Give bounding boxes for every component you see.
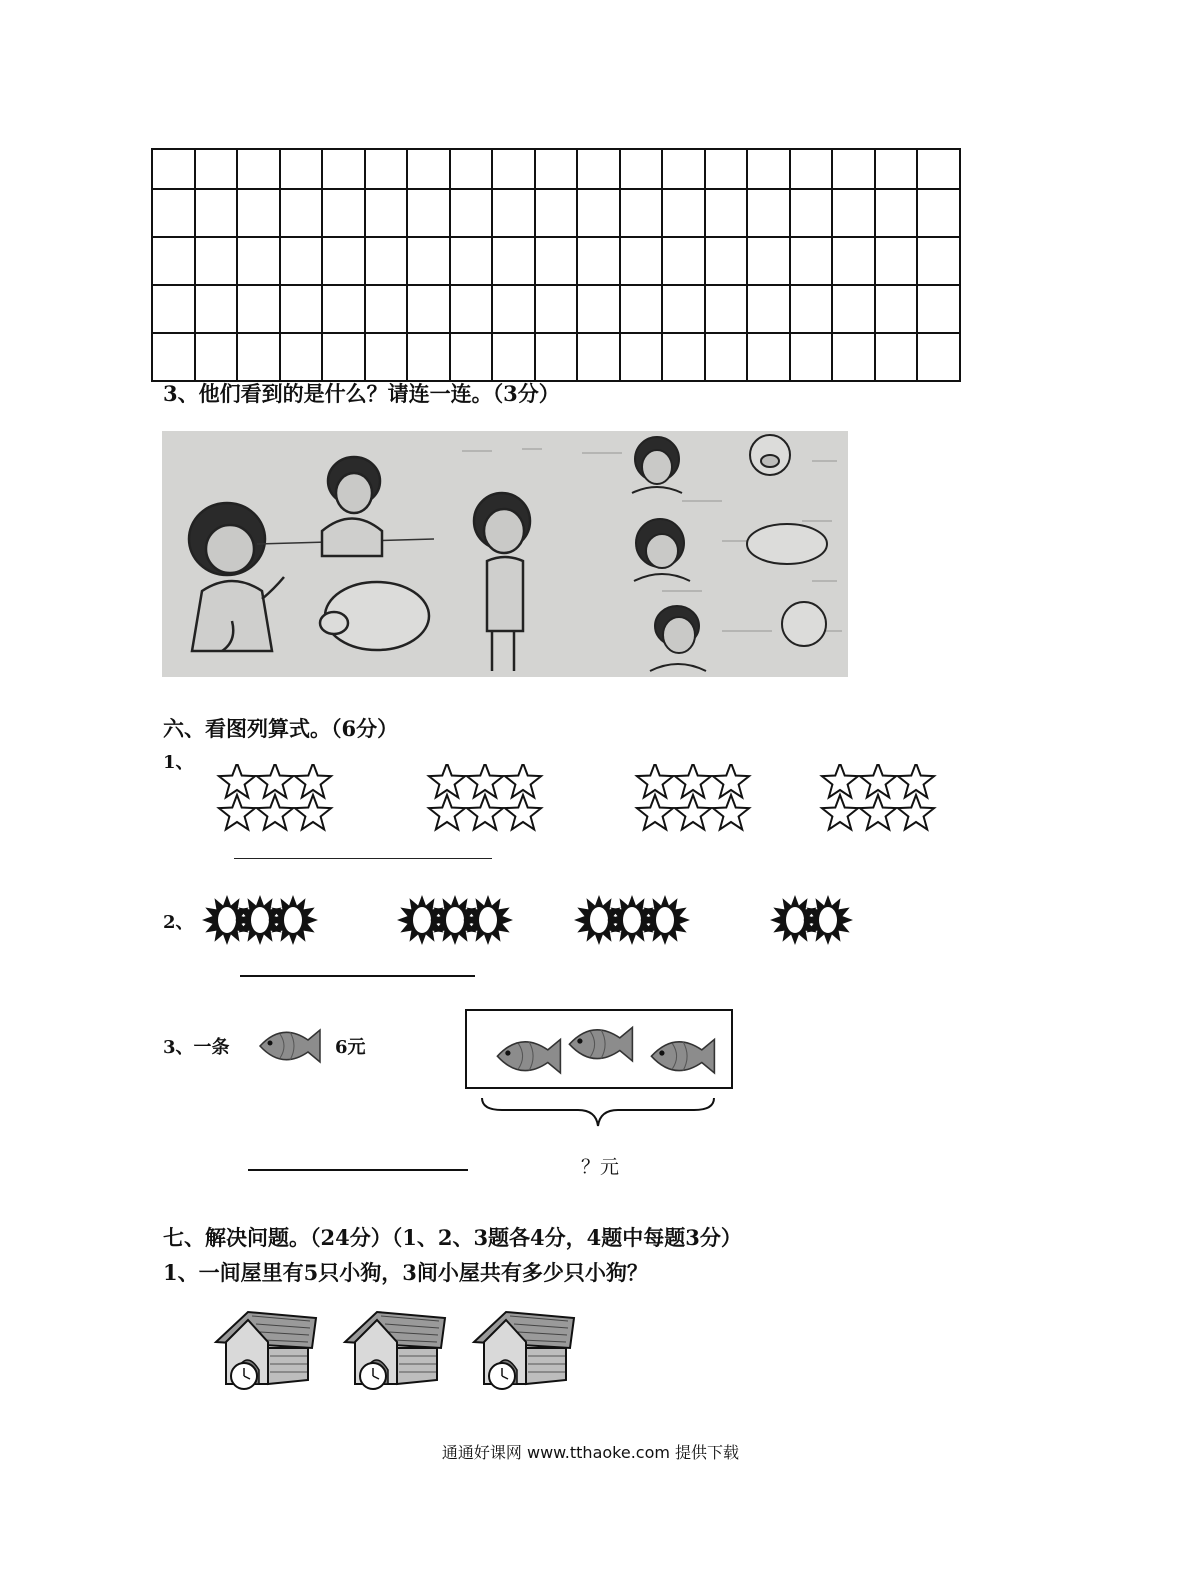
- grid-cell[interactable]: [280, 285, 323, 333]
- grid-cell[interactable]: [492, 237, 535, 285]
- grid-cell[interactable]: [535, 285, 578, 333]
- face-option-1: [632, 437, 682, 493]
- section-six-title: 六、看图列算式。（6分）: [163, 716, 399, 741]
- brace-icon: [480, 1094, 716, 1130]
- fish-price: 6元: [335, 1037, 366, 1058]
- grid-cell[interactable]: [280, 189, 323, 237]
- grid-cell[interactable]: [492, 285, 535, 333]
- grid-cell[interactable]: [535, 189, 578, 237]
- grid-cell[interactable]: [662, 237, 705, 285]
- grid-cell[interactable]: [832, 237, 875, 285]
- grid-cell[interactable]: [790, 333, 833, 381]
- grid-cell[interactable]: [620, 333, 663, 381]
- grid-cell[interactable]: [790, 189, 833, 237]
- dog-house-icon: [216, 1312, 316, 1389]
- dog-house-icon: [474, 1312, 574, 1389]
- answer-line-3[interactable]: [248, 1169, 468, 1171]
- grid-row: [152, 189, 960, 237]
- grid-cell[interactable]: [577, 285, 620, 333]
- sun-icon: [268, 895, 318, 945]
- grid-row: [152, 333, 960, 381]
- girl-figure: [189, 503, 284, 651]
- sun-icon: [463, 895, 513, 945]
- boy-seated-figure: [322, 457, 382, 556]
- pig-view-side: [747, 524, 827, 564]
- grid-cell[interactable]: [875, 149, 918, 189]
- grid-cell[interactable]: [322, 237, 365, 285]
- grid-cell[interactable]: [875, 333, 918, 381]
- grid-cell[interactable]: [747, 189, 790, 237]
- dog-house-icon: [345, 1312, 445, 1389]
- grid-cell[interactable]: [620, 189, 663, 237]
- star-icon: [675, 795, 711, 829]
- grid-cell[interactable]: [407, 237, 450, 285]
- grid-cell[interactable]: [365, 237, 408, 285]
- grid-cell[interactable]: [450, 333, 493, 381]
- fish-box: [465, 1009, 733, 1089]
- grid-cell[interactable]: [195, 237, 238, 285]
- grid-cell[interactable]: [365, 149, 408, 189]
- grid-cell[interactable]: [577, 237, 620, 285]
- grid-row: [152, 237, 960, 285]
- grid-cell[interactable]: [747, 149, 790, 189]
- grid-cell[interactable]: [322, 189, 365, 237]
- grid-row: [152, 149, 960, 189]
- grid-cell[interactable]: [322, 285, 365, 333]
- grid-cell[interactable]: [237, 149, 280, 189]
- fish-icon: [497, 1039, 560, 1073]
- grid-cell[interactable]: [662, 285, 705, 333]
- star-icon: [637, 795, 673, 829]
- star-icon: [429, 795, 465, 829]
- grid-cell[interactable]: [875, 237, 918, 285]
- pig-figure: [320, 582, 429, 650]
- grid-cell[interactable]: [450, 149, 493, 189]
- grid-row: [152, 285, 960, 333]
- grid-cell[interactable]: [535, 237, 578, 285]
- grid-cell[interactable]: [790, 149, 833, 189]
- grid-cell[interactable]: [195, 285, 238, 333]
- sun-icon: [640, 895, 690, 945]
- grid-cell[interactable]: [705, 333, 748, 381]
- grid-cell[interactable]: [322, 333, 365, 381]
- fish-icon: [252, 1022, 322, 1070]
- question-7-1-text: 1、一间屋里有5只小狗，3间小屋共有多少只小狗？: [163, 1260, 648, 1285]
- grid-cell[interactable]: [832, 285, 875, 333]
- grid-cell[interactable]: [152, 237, 195, 285]
- grid-cell[interactable]: [195, 149, 238, 189]
- grid-cell[interactable]: [535, 149, 578, 189]
- section-seven-title: 七、解决问题。（24分）（1、2、3题各4分，4题中每题3分）: [163, 1225, 742, 1250]
- grid-cell[interactable]: [875, 285, 918, 333]
- grid-cell[interactable]: [237, 333, 280, 381]
- face-option-2: [634, 519, 690, 581]
- grid-cell[interactable]: [705, 189, 748, 237]
- grid-cell[interactable]: [280, 149, 323, 189]
- writing-grid: [151, 148, 961, 382]
- grid-cell[interactable]: [662, 333, 705, 381]
- matching-illustration: [162, 431, 848, 677]
- total-price-question: ？元: [581, 1156, 620, 1178]
- grid-cell[interactable]: [620, 285, 663, 333]
- fish-icon: [651, 1039, 714, 1073]
- grid-cell[interactable]: [450, 189, 493, 237]
- grid-cell[interactable]: [152, 285, 195, 333]
- grid-cell[interactable]: [747, 333, 790, 381]
- fish-row: [467, 1011, 731, 1087]
- grid-cell[interactable]: [237, 237, 280, 285]
- grid-cell[interactable]: [577, 149, 620, 189]
- grid-cell[interactable]: [917, 333, 960, 381]
- footer-text: 通通好课网 www.tthaoke.com 提供下载: [441, 1443, 740, 1462]
- grid-cell[interactable]: [322, 149, 365, 189]
- grid-cell[interactable]: [237, 189, 280, 237]
- grid-cell[interactable]: [917, 285, 960, 333]
- grid-cell[interactable]: [577, 189, 620, 237]
- star-icon: [713, 795, 749, 829]
- star-icon: [257, 795, 293, 829]
- grid-cell[interactable]: [280, 237, 323, 285]
- question-1-number: 1、: [163, 752, 194, 773]
- grid-cell[interactable]: [705, 237, 748, 285]
- dog-houses: [212, 1308, 592, 1398]
- star-icon: [219, 795, 255, 829]
- grid-cell[interactable]: [662, 189, 705, 237]
- grid-cell[interactable]: [365, 189, 408, 237]
- grid-cell[interactable]: [365, 285, 408, 333]
- grid-cell[interactable]: [407, 149, 450, 189]
- grid-cell[interactable]: [450, 237, 493, 285]
- question-title: 3、他们看到的是什么？请连一连。（3分）: [163, 381, 560, 406]
- grid-cell[interactable]: [577, 333, 620, 381]
- question-3-number: 3、一条: [163, 1037, 230, 1058]
- boy-standing-figure: [474, 493, 530, 671]
- grid-cell[interactable]: [832, 333, 875, 381]
- answer-line-1[interactable]: [234, 858, 492, 859]
- grid-cell[interactable]: [280, 333, 323, 381]
- grid-cell[interactable]: [195, 333, 238, 381]
- grid-cell[interactable]: [917, 237, 960, 285]
- grid-cell[interactable]: [662, 149, 705, 189]
- grid-cell[interactable]: [492, 333, 535, 381]
- star-groups: [215, 764, 955, 834]
- star-icon: [505, 795, 541, 829]
- grid-cell[interactable]: [152, 149, 195, 189]
- grid-cell[interactable]: [492, 189, 535, 237]
- grid-cell[interactable]: [407, 285, 450, 333]
- grid-cell[interactable]: [450, 285, 493, 333]
- sun-icon: [803, 895, 853, 945]
- grid-cell[interactable]: [917, 149, 960, 189]
- grid-cell[interactable]: [790, 285, 833, 333]
- grid-cell[interactable]: [832, 149, 875, 189]
- grid-cell[interactable]: [195, 189, 238, 237]
- star-icon: [898, 795, 934, 829]
- grid-cell[interactable]: [747, 237, 790, 285]
- fish-icon: [569, 1027, 632, 1061]
- grid-cell[interactable]: [152, 189, 195, 237]
- grid-cell[interactable]: [747, 285, 790, 333]
- matching-photo: [162, 431, 848, 677]
- grid-cell[interactable]: [832, 189, 875, 237]
- grid-cell[interactable]: [407, 333, 450, 381]
- grid-cell[interactable]: [407, 189, 450, 237]
- grid-cell[interactable]: [492, 149, 535, 189]
- grid-cell[interactable]: [152, 333, 195, 381]
- grid-cell[interactable]: [620, 149, 663, 189]
- sun-groups: [200, 890, 860, 950]
- grid-cell[interactable]: [917, 189, 960, 237]
- star-icon: [860, 795, 896, 829]
- pig-view-back: [782, 602, 826, 646]
- grid-cell[interactable]: [705, 285, 748, 333]
- grid-cell[interactable]: [535, 333, 578, 381]
- grid-cell[interactable]: [875, 189, 918, 237]
- grid-cell[interactable]: [790, 237, 833, 285]
- grid-cell[interactable]: [365, 333, 408, 381]
- star-icon: [822, 795, 858, 829]
- answer-line-2[interactable]: [240, 975, 475, 977]
- grid-cell[interactable]: [620, 237, 663, 285]
- face-option-3: [650, 606, 706, 671]
- star-icon: [467, 795, 503, 829]
- star-icon: [295, 795, 331, 829]
- question-2-number: 2、: [163, 912, 194, 933]
- grid-cell[interactable]: [705, 149, 748, 189]
- pig-view-front: [750, 435, 790, 475]
- grid-cell[interactable]: [237, 285, 280, 333]
